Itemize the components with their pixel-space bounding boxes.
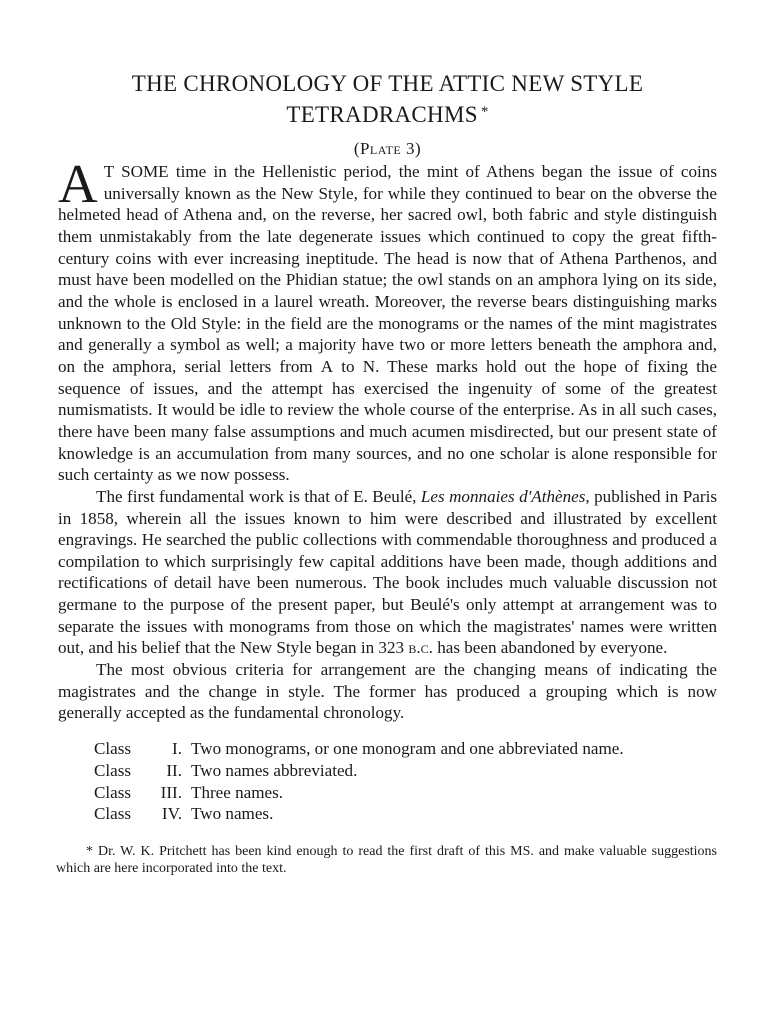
- paragraph-2-text-a: The first fundamental work is that of E. Beulé,: [96, 486, 417, 506]
- class-row: [94, 803, 717, 825]
- page-title: [58, 70, 717, 129]
- book-title: Les monnaies d'Athènes: [420, 486, 586, 506]
- title-footnote-marker: *: [480, 104, 489, 120]
- class-description: Two monograms, or one monogram and one abbreviated name.: [191, 739, 624, 759]
- serial-letter-n: N: [362, 356, 376, 376]
- paragraph-2-text-b: , published in Paris in 1858, wherein all the issues known to him were described and illustrated by excellent engravings. He searched the public collections with commendable thoroughness and produced a compilation to which surprisingly few capital additions have been made, though additions and rectifications of detail have been numerous. The book includes much valuable discussion not germane to the purpose of the present paper, but Beulé's only attempt at arrangement was to separate the issues with monograms from those on which the magistrates' names were written out, and his belief that the New Style began in 323: [58, 486, 717, 658]
- plate-label: (Plate 3): [353, 139, 422, 158]
- class-list: [94, 738, 717, 825]
- footnote: * Dr. W. K. Pritchett has been kind enough to read the first draft of this MS. and make valuable suggestions which are here incorporated into the text.: [56, 844, 717, 877]
- class-number: III.: [160, 782, 182, 802]
- title-line-2: TETRADRACHMS: [286, 102, 478, 127]
- class-label: Class: [94, 760, 132, 780]
- class-number: IV.: [161, 804, 182, 824]
- paragraph-3: The most obvious criteria for arrangement are the changing means of indicating the magistrates and the change in style. The former has produced a grouping which is now generally accepted as the fundamental chronology.: [58, 660, 717, 723]
- serial-letter-a: A: [320, 356, 334, 376]
- class-row: [94, 782, 717, 804]
- paragraph-1: [58, 153, 717, 486]
- class-label: Class: [94, 739, 132, 759]
- class-label: Class: [94, 782, 132, 802]
- class-number: I.: [172, 739, 182, 759]
- class-label: Class: [94, 804, 132, 824]
- paragraph-2: [58, 486, 717, 659]
- paragraph-2-text-c: has been abandoned by everyone.: [437, 638, 668, 658]
- paragraph-1-text-b: . These marks hold out the hope of fixing the sequence of issues, and the attempt has exercised the ingenuity of some of the greatest numismatists. It would be idle to review the whole course of the enterprise. As in all such cases, there have been many false assumptions and much acumen misdirected, but our present state of knowledge is an accumulation from many sources, and no one scholar is alone responsible for such certainty as we now possess.: [58, 356, 717, 485]
- paragraph-1-text-a: T SOME time in the Hellenistic period, the mint of Athens began the issue of coins universally known as the New Style, for while they continued to bear on the obverse the helmeted head of Athena and, on the reverse, her sacred owl, both fabric and style distinguish them unmistakably from the late degenerate issues which continued to copy the great fifth-century coins with ever increasing ineptitude. The head is now that of Athena Parthenos, and must have been modelled on the Phidian statue; the owl stands on an amphora lying on its side, and the whole is enclosed in a laurel wreath. Moreover, the reverse bears distinguishing marks unknown to the Old Style: in the field are the monograms or the names of the mint magistrates and generally a symbol as well; a majority have two or more letters beneath the amphora and, on the amphora, serial letters from: [58, 162, 717, 376]
- class-row: [94, 738, 717, 760]
- bc-abbrev: b.c.: [408, 638, 433, 658]
- plate-reference: [58, 139, 717, 159]
- class-description: Three names.: [191, 782, 284, 802]
- body-text: [58, 153, 717, 724]
- class-row: [94, 760, 717, 782]
- class-description: Two names abbreviated.: [191, 760, 358, 780]
- paragraph-1-to: to: [341, 356, 355, 376]
- title-line-1: THE CHRONOLOGY OF THE ATTIC NEW STYLE: [131, 71, 644, 96]
- drop-cap: A: [58, 153, 98, 214]
- class-description: Two names.: [191, 804, 274, 824]
- class-number: II.: [166, 760, 182, 780]
